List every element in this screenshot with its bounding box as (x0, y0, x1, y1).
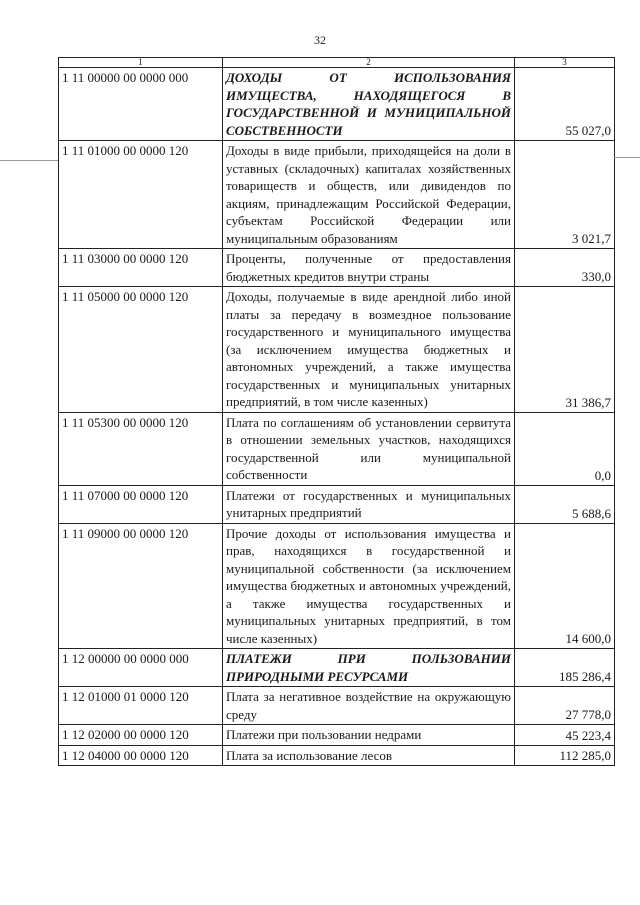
table-row (59, 249, 615, 287)
revenue-description: Проценты, полученные от предоставления бюджетных кредитов внутри страны (223, 249, 515, 287)
classification-code: 1 12 02000 00 0000 120 (59, 725, 223, 746)
amount: 31 386,7 (515, 287, 615, 413)
amount: 55 027,0 (515, 68, 615, 141)
column-number-2: 2 (223, 58, 515, 68)
classification-code: 1 11 05300 00 0000 120 (59, 412, 223, 485)
classification-code: 1 11 07000 00 0000 120 (59, 485, 223, 523)
table-row (59, 523, 615, 649)
revenue-description: Плата по соглашениям об установлении сервитута в отношении земельных участков, находящихся государственной или муниципальной собственности (223, 412, 515, 485)
table-body (59, 68, 615, 766)
table-row (59, 412, 615, 485)
budget-revenue-table (58, 57, 615, 766)
amount: 185 286,4 (515, 649, 615, 687)
revenue-description: Платежи при пользовании недрами (223, 725, 515, 746)
revenue-description: Прочие доходы от использования имущества и прав, находящихся в государственной и муниципальной собственности (за исключением имущества бюджетных и автономных учреждений, а также имущества государственных и муниципальных унитарных предприятий, в том числе казенных) (223, 523, 515, 649)
amount: 112 285,0 (515, 745, 615, 766)
table-row (59, 687, 615, 725)
classification-code: 1 11 09000 00 0000 120 (59, 523, 223, 649)
amount: 45 223,4 (515, 725, 615, 746)
classification-code: 1 11 03000 00 0000 120 (59, 249, 223, 287)
column-number-1: 1 (59, 58, 223, 68)
table-row (59, 745, 615, 766)
table-row (59, 287, 615, 413)
table-row (59, 649, 615, 687)
revenue-description: Плата за использование лесов (223, 745, 515, 766)
revenue-description: ДОХОДЫ ОТ ИСПОЛЬЗОВАНИЯ ИМУЩЕСТВА, НАХОДЯЩЕГОСЯ В ГОСУДАРСТВЕННОЙ И МУНИЦИПАЛЬНОЙ СОБСТВЕННОСТИ (223, 68, 515, 141)
page-number: 32 (314, 33, 326, 47)
amount: 14 600,0 (515, 523, 615, 649)
scan-artifact-line-right (614, 157, 640, 158)
table-row (59, 725, 615, 746)
classification-code: 1 11 05000 00 0000 120 (59, 287, 223, 413)
table-row (59, 68, 615, 141)
amount: 27 778,0 (515, 687, 615, 725)
amount: 0,0 (515, 412, 615, 485)
column-number-3: 3 (515, 58, 615, 68)
classification-code: 1 12 01000 01 0000 120 (59, 687, 223, 725)
revenue-description: Доходы в виде прибыли, приходящейся на доли в уставных (складочных) капиталах хозяйственных товариществ и обществ, или дивидендов по акциям, принадлежащим Российской Федерации, субъектам Российской Федерации или муниципальным образованиям (223, 141, 515, 249)
amount: 3 021,7 (515, 141, 615, 249)
revenue-description: Плата за негативное воздействие на окружающую среду (223, 687, 515, 725)
amount: 5 688,6 (515, 485, 615, 523)
amount: 330,0 (515, 249, 615, 287)
revenue-description: ПЛАТЕЖИ ПРИ ПОЛЬЗОВАНИИ ПРИРОДНЫМИ РЕСУРСАМИ (223, 649, 515, 687)
column-number-row (59, 58, 615, 68)
revenue-description: Платежи от государственных и муниципальных унитарных предприятий (223, 485, 515, 523)
scan-artifact-line-left (0, 160, 58, 161)
table-row (59, 485, 615, 523)
classification-code: 1 12 04000 00 0000 120 (59, 745, 223, 766)
classification-code: 1 11 00000 00 0000 000 (59, 68, 223, 141)
revenue-description: Доходы, получаемые в виде арендной либо иной платы за передачу в возмездное пользование государственного и муниципального имущества (за исключением имущества бюджетных и автономных учреждений, а также имущества государственных и муниципальных унитарных предприятий, в том числе казенных) (223, 287, 515, 413)
classification-code: 1 11 01000 00 0000 120 (59, 141, 223, 249)
classification-code: 1 12 00000 00 0000 000 (59, 649, 223, 687)
table-row (59, 141, 615, 249)
